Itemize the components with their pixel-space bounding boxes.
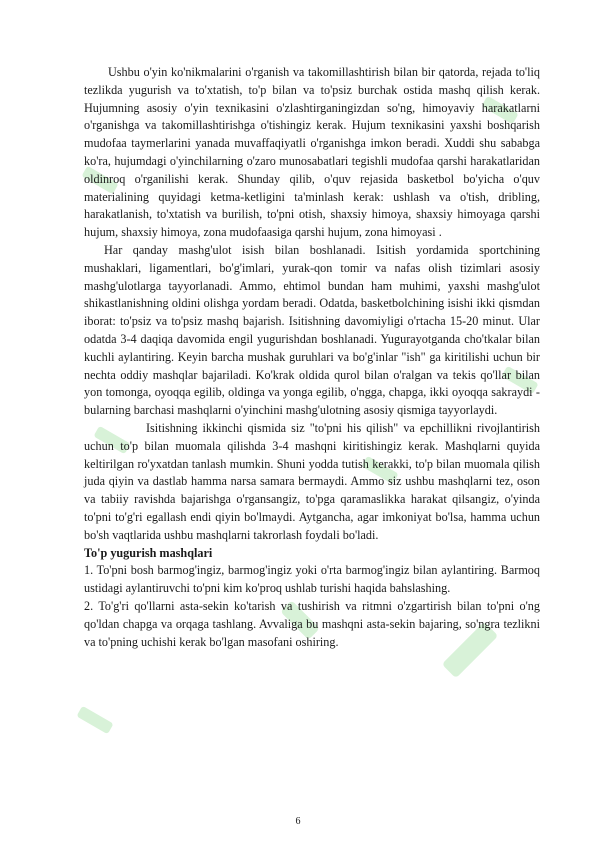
page-number: 6	[295, 816, 301, 827]
list-item-2: 2. To'g'ri qo'llarni asta-sekin ko'tarish va tushirish va ritmni o'zgartirish bilan to'pni o'ng qo'ldan chapga va orqaga tashlang. Avvaliga bu mashqni asta-sekin bajaring, so'ngra tezlikni va to'pning uchishi kerak bo'lgan masofani oshiring.	[84, 598, 540, 649]
paragraph-2: Har qanday mashg'ulot isish bilan boshlanadi. Isitish yordamida sportchining mushaklari, ligamentlari, bo'g'imlari, yurak-qon tomir va nafas olish tizimlari asosiy mashg'ulotlarga tayyorlanadi. Ammo, ehtimol bundan ham muhimi, yaxshi mashg'ulot shikastlanishning oldini olishga yordam beradi. Odatda, basketbolchining isishi ikki qismdan iborat: to'psiz va to'psiz mashq bajarish. Isitishning davomiyligi o'rtacha 15-20 minut. Ular odatda 3-4 daqiqa davomida engil yugurishdan boshlanadi. Yugurayotganda cho'tkalar bilan kuchli aylantiring. Keyin barcha mushak guruhlari va bo'g'inlar "ish" ga kiritilishi uchun bir nechta oddiy mashqlar bajariladi. Ko'krak oldida qurol bilan o'ralgan va tekis qo'llar bilan yon tomonga, oyoqqa egilib, oldinga va yonga egilib, o'ngga, chapga, ikki oyoqqa sakraydi - bularning barchasi mashqlarni o'yinchini mashg'ulotning asosiy qismiga tayyorlaydi.	[84, 242, 540, 418]
document-body	[84, 64, 540, 651]
section-heading: To'p yugurish mashqlari	[84, 545, 213, 560]
paragraph-1: Ushbu o'yin ko'nikmalarini o'rganish va takomillashtirish bilan bir qatorda, rejada to'liq tezlikda yugurish va to'xtatish, to'p bilan va to'psiz burchak ostida mashq qilish kerak. Hujumning asosiy o'yin texnikasini o'zlashtirganingizdan so'ng, himoyaviy harakatlarni o'rganishga va takomillashtirishga o'tishingiz kerak. Hujum texnikasini yaxshi boshqarish mudofaa taymerlarini yanada muvaffaqiyatli o'rganishga imkon beradi. Xuddi shu sababga ko'ra, hujumdagi o'yinchilarning o'zaro munosabatlari tegishli mudofaa qarshi harakatlaridan oldinroq o'rganilishi kerak. Shunday qilib, o'quv rejasida basketbol bo'yicha o'quv materialining quyidagi ketma-ketligini ta'minlash kerak: ushlash va o'tish, dribling, harakatlanish, to'xtatish va burilish, to'pni otish, shaxsiy himoya, shaxsiy himoyaga qarshi hujum, shaxsiy himoya, zona mudofaasiga qarshi hujum, zona himoyasi .	[84, 65, 540, 240]
list-item-1: 1. To'pni bosh barmog'ingiz, barmog'ingiz yoki o'rta barmog'ingiz bilan aylantiring. Barmoq ustidagi aylantiruvchi to'pni kim ko'proq ushlab turishi haqida bahslashing.	[84, 563, 540, 596]
paragraph-3: Isitishning ikkinchi qismida siz "to'pni his qilish" va epchillikni rivojlantirish uchun to'p bilan muomala qilishda 3-4 mashqni kiritishingiz kerak. Mashqlarni quyida keltirilgan ro'yxatdan tanlash mumkin. Shuni yodda tutish kerakki, to'p bilan muomala qilish juda qiyin va dastlab hamma narsa samara bermaydi. Ammo siz ushbu mashqlarni tez, oson va tabiiy ravishda bajarishga o'rgansangiz, to'pga qaramaslikka harakat qilsangiz, o'yinda to'pni to'g'ri egallash endi qiyin bo'lmaydi. Aytgancha, agar imkoniyat bo'lsa, hamma uchun bo'sh vaqtlarida ushbu mashqlarni takrorlash foydali bo'ladi.	[84, 420, 540, 542]
